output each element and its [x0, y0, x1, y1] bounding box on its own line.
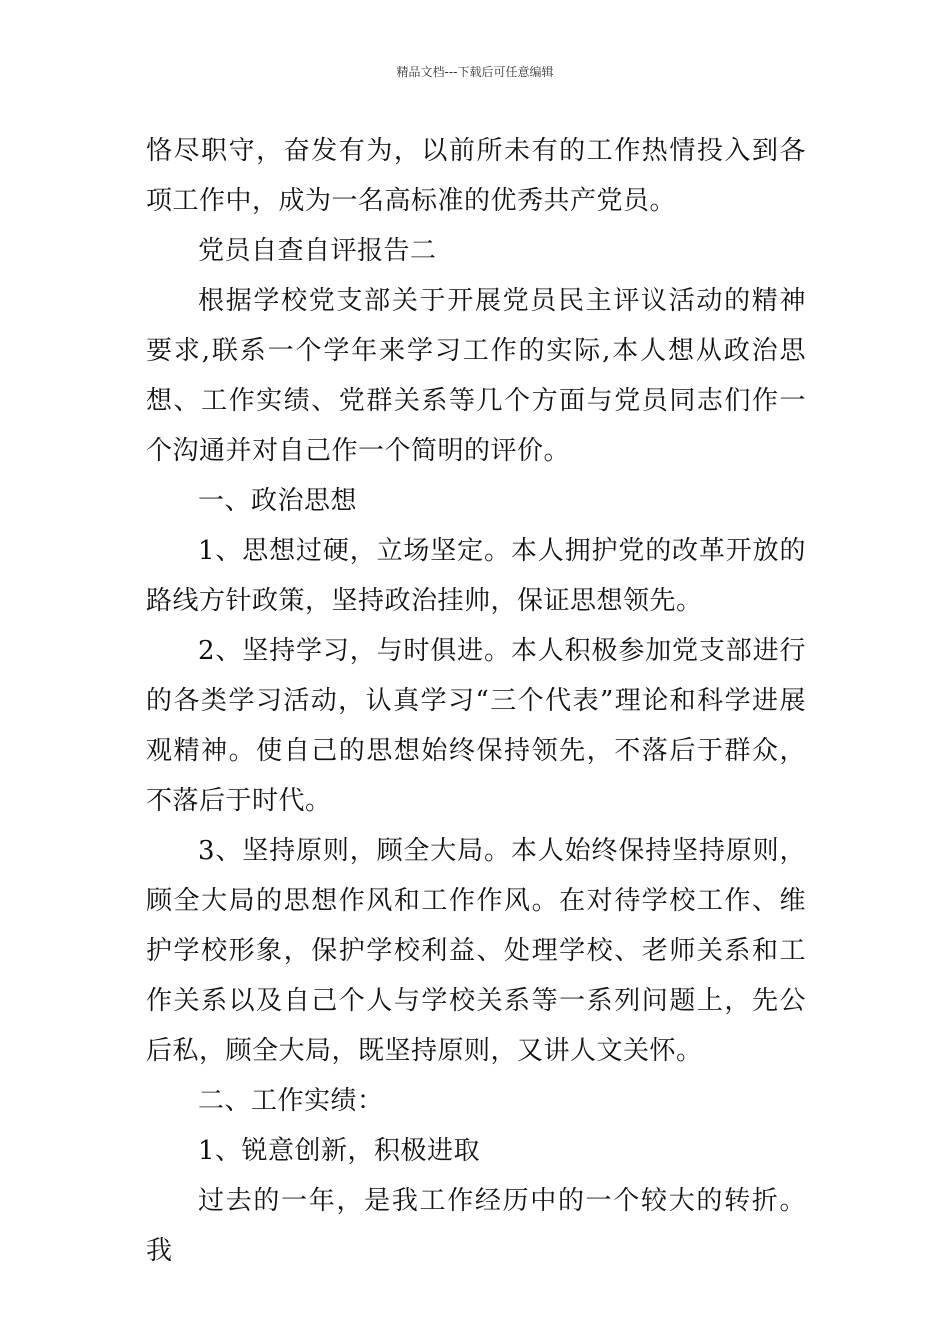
- paragraph-past-year: 过去的一年，是我工作经历中的一个较大的转折。我: [146, 1186, 806, 1266]
- page-header: 精品文档---下载后可任意编辑: [396, 65, 554, 79]
- paragraph-point-3: 3、坚持原则，顾全大局。本人始终保持坚持原则，顾全大局的思想作风和工作作风。在对待学校工作、维护学校形象，保护学校利益、处理学校、老师关系和工作关系以及自己个人与学校关系等一系列问题上，先公后私，顾全大局，既坚持原则，又讲人文关怀。: [146, 836, 806, 1066]
- section-heading-political: 一、政治思想: [198, 486, 358, 516]
- paragraph-point-1: 1、思想过硬，立场坚定。本人拥护党的改革开放的路线方针政策，坚持政治挂帅，保证思想领先。: [146, 536, 806, 616]
- section-heading-work: 二、工作实绩：: [198, 1086, 384, 1116]
- subheading-innovation: 1、锐意创新，积极进取: [198, 1136, 481, 1166]
- report-title: 党员自查自评报告二: [198, 236, 437, 266]
- paragraph-intro: 根据学校党支部关于开展党员民主评议活动的精神要求,联系一个学年来学习工作的实际,本人想从政治思想、工作实绩、党群关系等几个方面与党员同志们作一个沟通并对自己作一个简明的评价。: [146, 286, 806, 466]
- paragraph-point-2: 2、坚持学习，与时俱进。本人积极参加党支部进行的各类学习活动，认真学习“三个代表”理论和科学进展观精神。使自己的思想始终保持领先，不落后于群众，不落后于时代。: [146, 636, 806, 816]
- paragraph-continuation: 恪尽职守，奋发有为，以前所未有的工作热情投入到各项工作中，成为一名高标准的优秀共产党员。: [146, 136, 806, 216]
- document-body: [146, 126, 806, 1276]
